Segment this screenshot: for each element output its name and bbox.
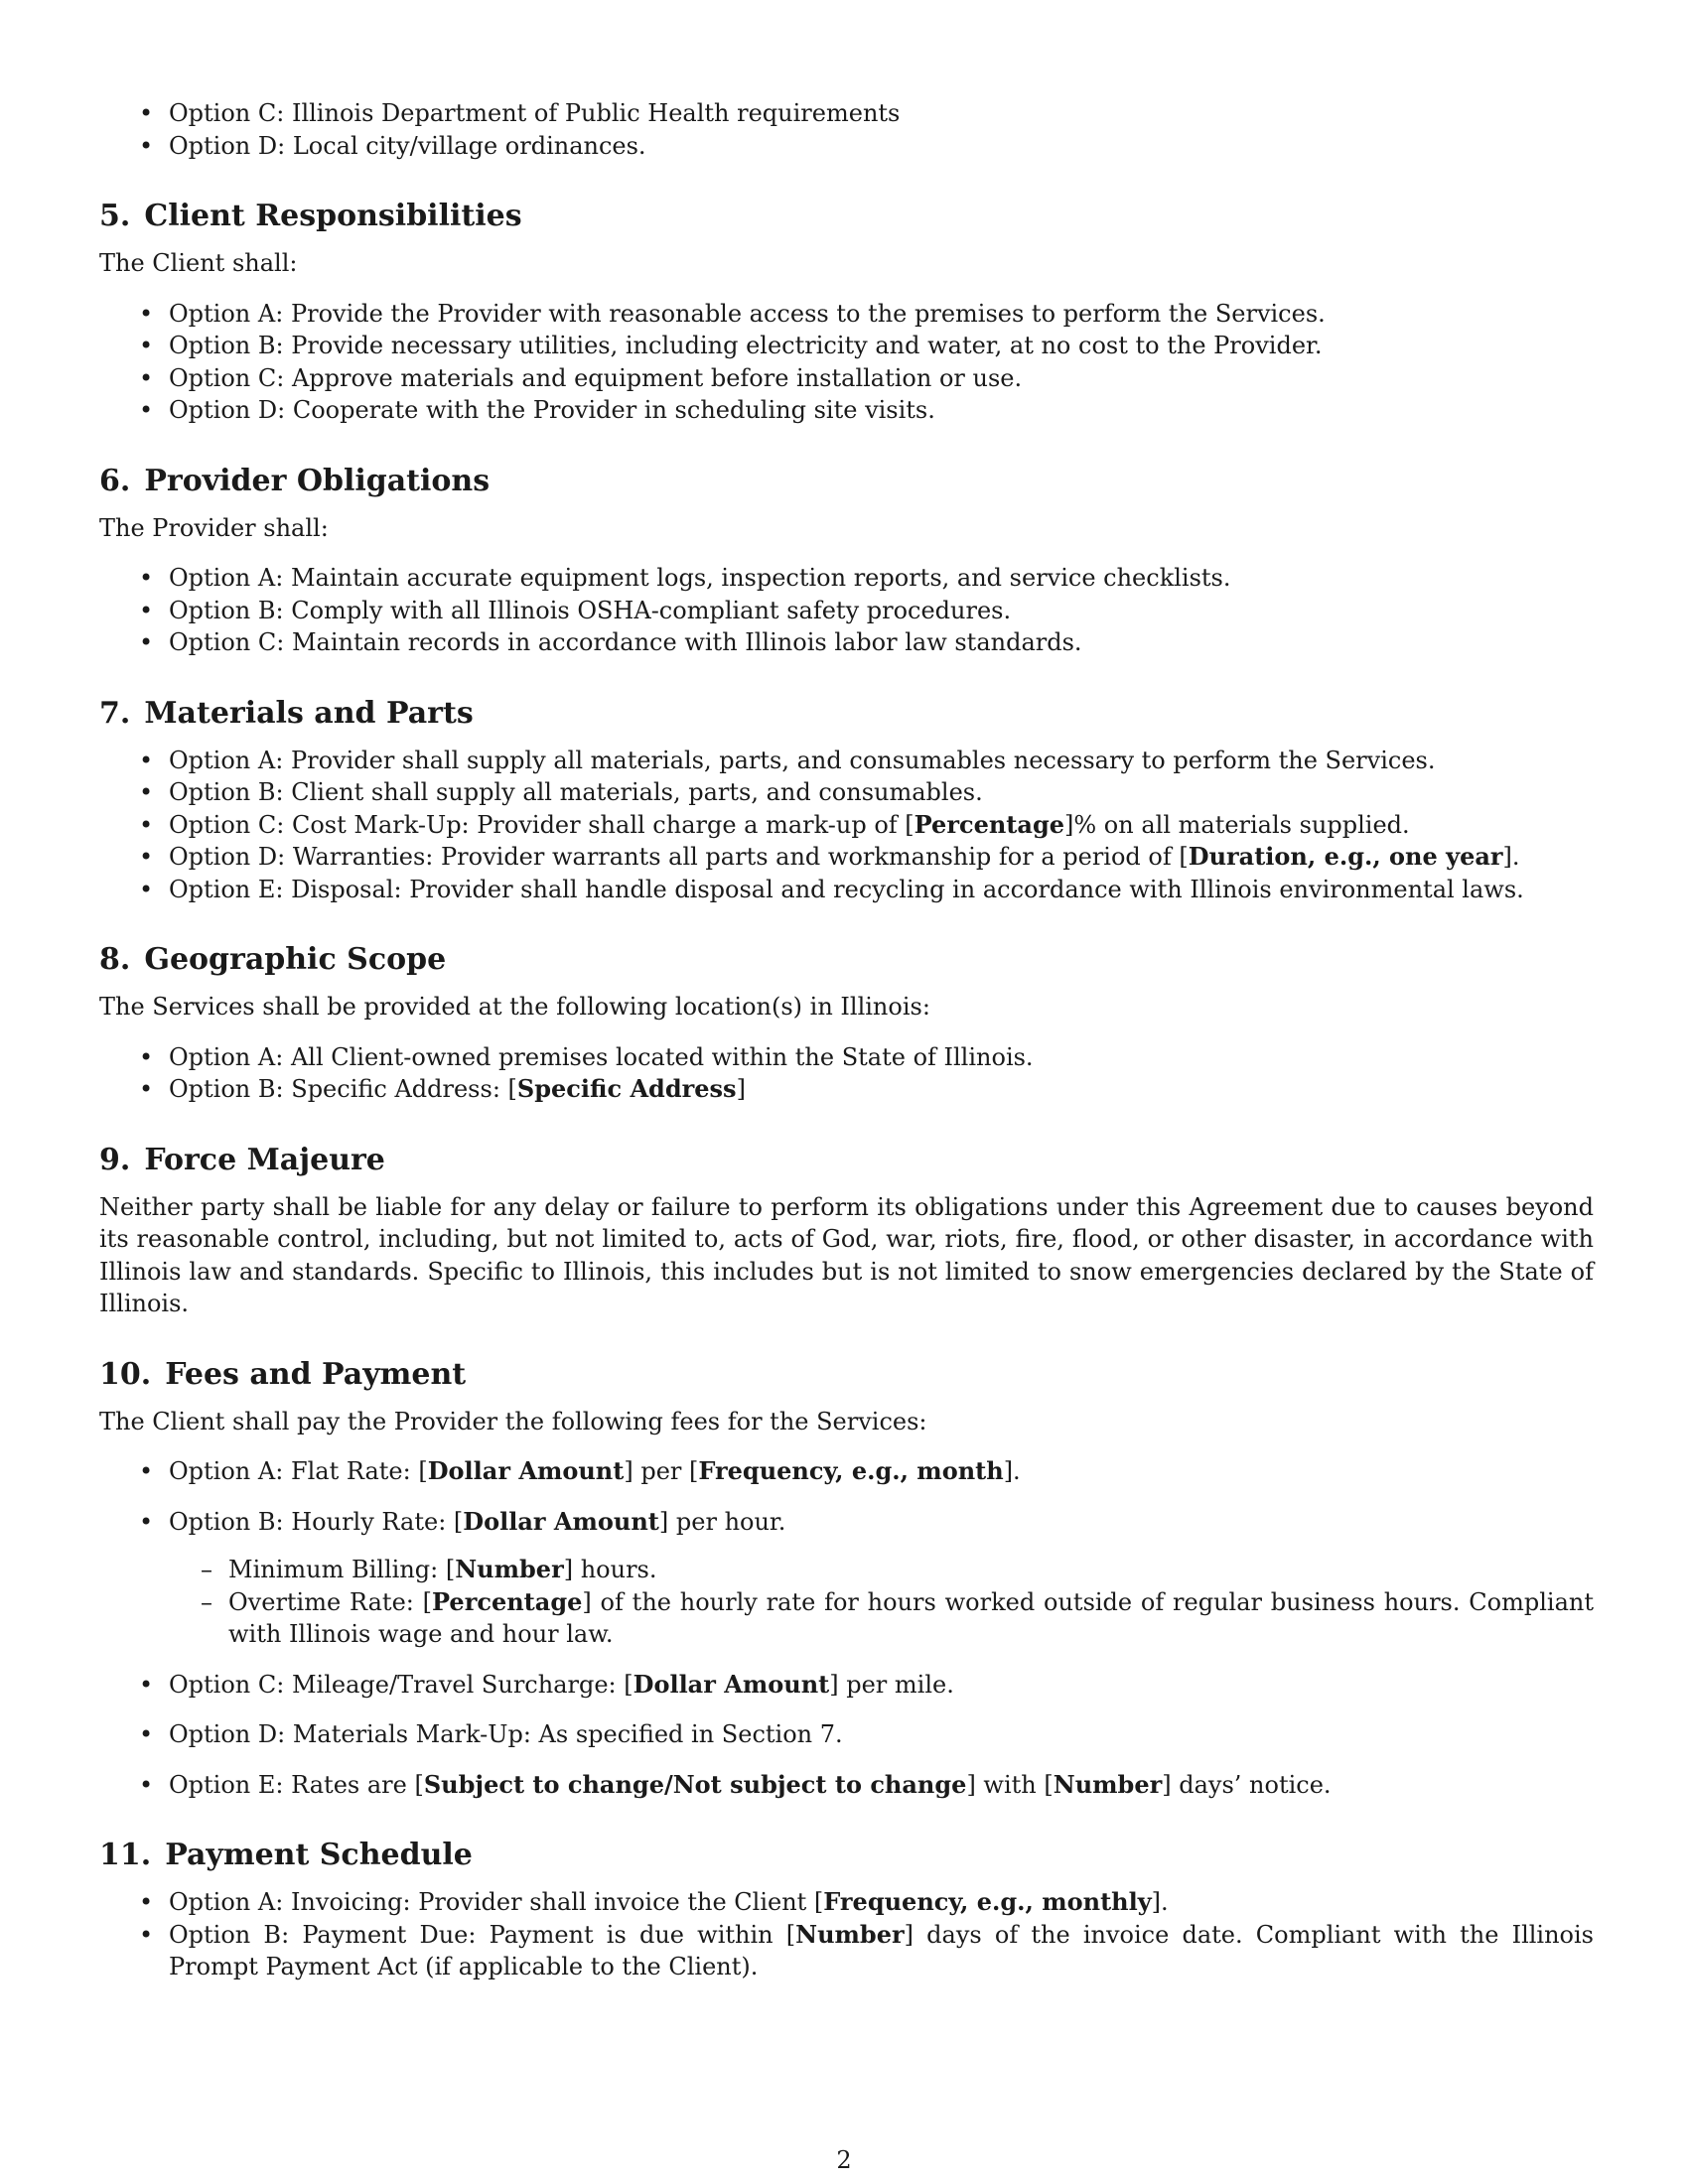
list-item: • Option C: Approve materials and equipment before installation or use. [99,362,1594,395]
list-item: • Option A: Provide the Provider with reasonable access to the premises to perform the Services. [99,298,1594,331]
list-item: • Option C: Maintain records in accordance with Illinois labor law standards. [99,626,1594,659]
section-11-heading: 11. Payment Schedule [99,1838,473,1872]
list-item: • Option D: Local city/village ordinances. [99,130,1594,163]
placeholder-field: Subject to change/Not subject to change [423,1769,967,1799]
section-9-heading: 9. Force Majeure [99,1142,385,1177]
list-item: • Option D: Cooperate with the Provider in scheduling site visits. [99,394,1594,427]
hourly-rate-sublist [169,1554,1594,1651]
placeholder-field: Number [455,1555,564,1583]
section-10-list [99,1455,1594,1801]
list-item: • Option E: Rates are [Subject to change/Not subject to change] with [Number] days’ notice. [99,1769,1594,1802]
section-10-heading: 10. Fees and Payment [99,1356,467,1392]
placeholder-field: Dollar Amount [427,1456,625,1485]
section-6-list [99,562,1594,659]
list-item: • Option D: Materials Mark-Up: As specified in Section 7. [99,1718,1594,1751]
jurisdiction-options-list [99,97,1594,162]
list-item: • Option B: Hourly Rate: [Dollar Amount] per hour. – Minimum Billing: [Number] hours. – Overtime Rate: [Percentage] of the hourly rate for hours worked outside of regular business hours. Compliant with Illinois wage and hour law. [99,1506,1594,1651]
placeholder-field: Percentage [432,1586,583,1616]
page-number: 2 [836,2146,852,2174]
sublist-item: – Overtime Rate: [Percentage] of the hourly rate for hours worked outside of regular business hours. Compliant with Illinois wage and hour law. [169,1586,1594,1651]
placeholder-field: Percentage [914,809,1064,839]
list-item: • Option B: Client shall supply all materials, parts, and consumables. [99,776,1594,809]
section-10-intro: The Client shall pay the Provider the following fees for the Services: [99,1407,927,1435]
section-5-heading: 5. Client Responsibilities [99,199,522,233]
document-page [99,97,1594,1983]
section-5-intro: The Client shall: [99,249,298,277]
section-8-heading: 8. Geographic Scope [99,942,447,977]
list-item: • Option C: Illinois Department of Public Health requirements [99,97,1594,130]
section-5-list [99,298,1594,427]
list-item: • Option A: Provider shall supply all materials, parts, and consumables necessary to perform the Services. [99,745,1594,777]
placeholder-field: Specific Address [516,1074,737,1103]
list-item: • Option C: Cost Mark-Up: Provider shall charge a mark-up of [Percentage]% on all materials supplied. [99,809,1594,842]
placeholder-field: Dollar Amount [463,1506,659,1536]
sublist-item: – Minimum Billing: [Number] hours. [169,1554,1594,1586]
section-8-list [99,1041,1594,1106]
section-7-list [99,745,1594,906]
list-item: • Option B: Payment Due: Payment is due within [Number] days of the invoice date. Compliant with the Illinois Prompt Payment Act (if applicable to the Client). [99,1919,1594,1983]
placeholder-field: Dollar Amount [633,1669,830,1699]
list-item: • Option A: Flat Rate: [Dollar Amount] per [Frequency, e.g., month]. [99,1455,1594,1488]
section-9-text: Neither party shall be liable for any delay or failure to perform its obligations under this Agreement due to causes beyond its reasonable control, including, but not limited to, acts of God, war, riots, fire, flood, or other disaster, in accordance with Illinois law and standards. Specific to Illinois, this includes but is not limited to snow emergencies declared by the State of Illinois. [99,1192,1594,1317]
list-item: • Option D: Warranties: Provider warrants all parts and workmanship for a period of [Duration, e.g., one year]. [99,841,1594,874]
section-6-heading: 6. Provider Obligations [99,463,491,498]
list-item: • Option C: Mileage/Travel Surcharge: [Dollar Amount] per mile. [99,1669,1594,1702]
list-item: • Option A: Invoicing: Provider shall invoice the Client [Frequency, e.g., monthly]. [99,1886,1594,1919]
list-item: • Option B: Comply with all Illinois OSHA-compliant safety procedures. [99,595,1594,627]
placeholder-field: Number [795,1919,905,1949]
placeholder-field: Frequency, e.g., month [698,1456,1004,1485]
list-item: • Option A: All Client-owned premises located within the State of Illinois. [99,1041,1594,1074]
placeholder-field: Number [1053,1769,1163,1799]
list-item: • Option B: Specific Address: [Specific Address] [99,1073,1594,1106]
list-item: • Option B: Provide necessary utilities, including electricity and water, at no cost to the Provider. [99,330,1594,362]
list-item: • Option E: Disposal: Provider shall handle disposal and recycling in accordance with Illinois environmental laws. [99,874,1594,906]
section-7-heading: 7. Materials and Parts [99,695,474,731]
section-8-intro: The Services shall be provided at the following location(s) in Illinois: [99,993,930,1021]
section-6-intro: The Provider shall: [99,513,329,542]
section-11-list [99,1886,1594,1983]
list-item: • Option A: Maintain accurate equipment logs, inspection reports, and service checklists. [99,562,1594,595]
placeholder-field: Duration, e.g., one year [1188,842,1503,871]
placeholder-field: Frequency, e.g., monthly [823,1887,1152,1916]
